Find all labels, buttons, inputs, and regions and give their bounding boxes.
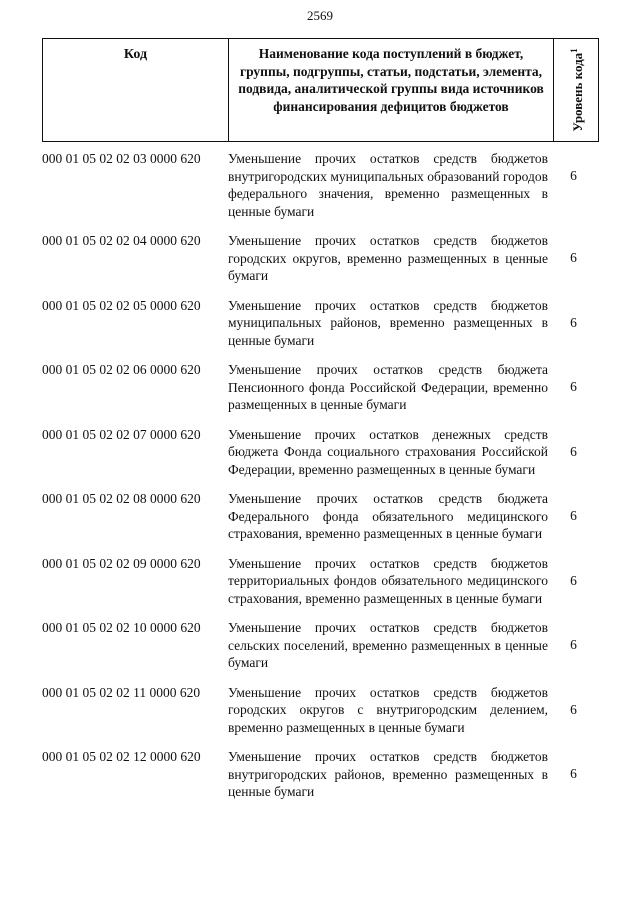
- table-row: [42, 555, 599, 608]
- row-name: Уменьшение прочих остатков средств бюджетов сельских поселений, временно размещенных в ценные бумаги: [228, 620, 548, 670]
- row-level: 6: [570, 508, 577, 523]
- table-row: [42, 426, 599, 479]
- row-name: Уменьшение прочих остатков средств бюджетов муниципальных районов, временно размещенных в ценные бумаги: [228, 297, 548, 348]
- row-code: 000 01 05 02 02 10 0000 620: [42, 620, 201, 635]
- header-code: Код: [43, 39, 229, 141]
- row-name: Уменьшение прочих остатков средств бюджетов территориальных фондов обязательного медицинского страхования, временно размещенных в ценные бумаги: [228, 555, 548, 606]
- row-name: Уменьшение прочих остатков средств бюджетов внутригородских районов, временно размещенных в ценные бумаги: [228, 749, 548, 799]
- table-row: [42, 684, 599, 737]
- table-row: [42, 490, 599, 543]
- row-name: Уменьшение прочих остатков средств бюджетов городских округов с внутригородским делением, временно размещенных в ценные бумаги: [228, 684, 548, 735]
- table-header: [42, 38, 599, 142]
- row-code: 000 01 05 02 02 07 0000 620: [42, 426, 201, 442]
- header-level-footnote: 1: [568, 48, 579, 53]
- row-level: 6: [570, 379, 577, 394]
- row-level: 6: [570, 637, 577, 652]
- table-row: [42, 297, 599, 350]
- row-level: 6: [570, 168, 577, 183]
- table-row: [42, 619, 599, 672]
- row-name: Уменьшение прочих остатков средств бюджетов городских округов, временно размещенных в ценные бумаги: [228, 233, 548, 283]
- row-level: 6: [570, 250, 577, 265]
- header-name: Наименование кода поступлений в бюджет, группы, подгруппы, статьи, подстатьи, элемента, подвида, аналитической группы вида источников финансирования дефицитов бюджетов: [229, 39, 554, 141]
- row-level: 6: [570, 314, 577, 330]
- page-number: 2569: [307, 8, 333, 23]
- row-level: 6: [570, 766, 577, 781]
- table-row: [42, 748, 599, 801]
- row-code: 000 01 05 02 02 12 0000 620: [42, 749, 201, 764]
- row-name: Уменьшение прочих остатков средств бюджета Федерального фонда обязательного медицинского страхования, временно размещенных в ценные бумаги: [228, 491, 548, 541]
- table-row: [42, 361, 599, 414]
- row-name: Уменьшение прочих остатков средств бюджетов внутригородских муниципальных образований городов федерального значения, временно размещенных в ценные бумаги: [228, 151, 548, 219]
- row-code: 000 01 05 02 02 06 0000 620: [42, 362, 201, 377]
- header-level: [554, 39, 598, 141]
- row-level: 6: [570, 443, 577, 459]
- row-code: 000 01 05 02 02 03 0000 620: [42, 151, 201, 166]
- row-code: 000 01 05 02 02 11 0000 620: [42, 684, 201, 700]
- row-name: Уменьшение прочих остатков денежных средств бюджета Фонда социального страхования Российской Федерации, временно размещенных в ценные бумаги: [228, 426, 548, 477]
- row-code: 000 01 05 02 02 09 0000 620: [42, 555, 201, 571]
- header-level-label: [567, 48, 585, 131]
- row-code: 000 01 05 02 02 08 0000 620: [42, 491, 201, 506]
- table-row: [42, 150, 599, 220]
- row-code: 000 01 05 02 02 04 0000 620: [42, 233, 201, 248]
- table-row: [42, 232, 599, 285]
- table-body: [42, 150, 599, 813]
- row-name: Уменьшение прочих остатков средств бюджета Пенсионного фонда Российской Федерации, временно размещенных в ценные бумаги: [228, 362, 548, 412]
- row-level: 6: [570, 572, 577, 588]
- row-code: 000 01 05 02 02 05 0000 620: [42, 297, 201, 313]
- header-level-text: Уровень кода: [570, 52, 586, 132]
- row-level: 6: [570, 701, 577, 717]
